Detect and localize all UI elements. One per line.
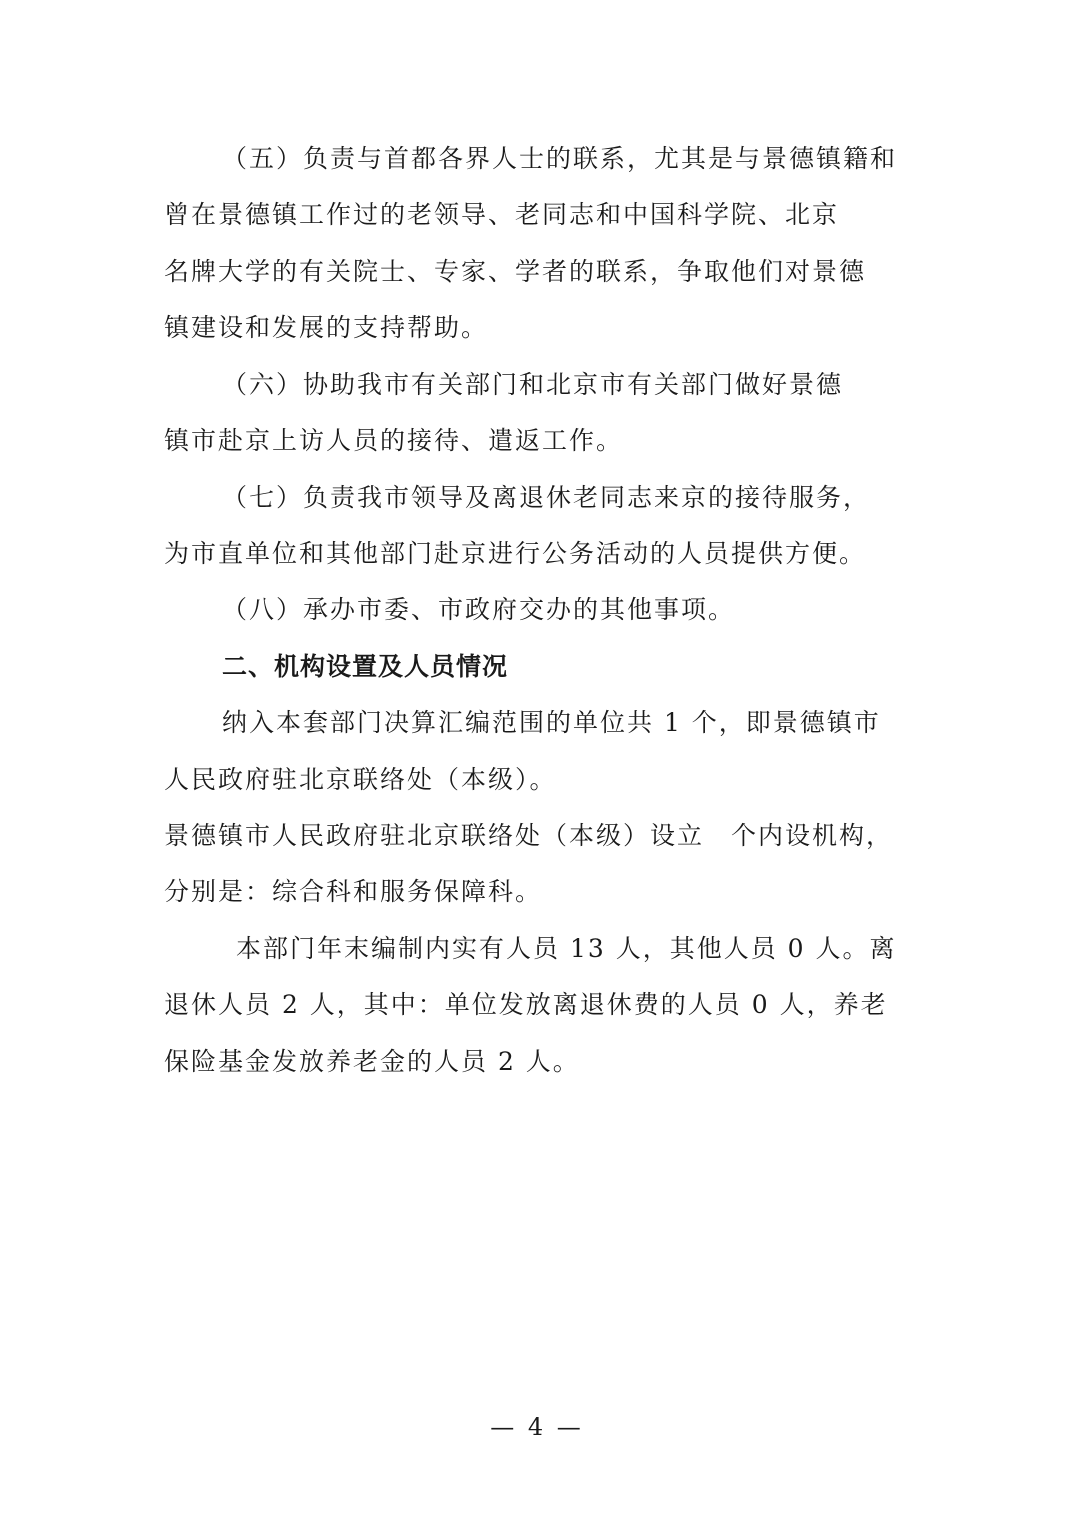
paragraph-5-line-4: 镇建设和发展的支持帮助。 xyxy=(164,313,489,342)
scope-line-2: 人民政府驻北京联络处（本级）。 xyxy=(164,765,557,794)
paragraph-7-line-1: （七）负责我市领导及离退休老同志来京的接待服务， xyxy=(222,483,871,512)
paragraph-5-line-3: 名牌大学的有关院士、专家、学者的联系，争取他们对景德 xyxy=(164,257,867,286)
staff-line-1: 本部门年末编制内实有人员 13 人，其他人员 0 人。离 xyxy=(236,934,897,963)
staff-line-2: 退休人员 2 人，其中：单位发放离退休费的人员 0 人，养老 xyxy=(164,990,888,1019)
paragraph-5-line-1: （五）负责与首都各界人士的联系，尤其是与景德镇籍和 xyxy=(222,144,898,173)
section-2-heading: 二、机构设置及人员情况 xyxy=(222,652,509,681)
departments-line-1: 景德镇市人民政府驻北京联络处（本级）设立 个内设机构， xyxy=(164,821,894,850)
departments-line-2: 分别是：综合科和服务保障科。 xyxy=(164,877,543,906)
paragraph-8-line-1: （八）承办市委、市政府交办的其他事项。 xyxy=(222,595,736,624)
paragraph-5-line-2: 曾在景德镇工作过的老领导、老同志和中国科学院、北京 xyxy=(164,200,840,229)
scope-line-1: 纳入本套部门决算汇编范围的单位共 1 个，即景德镇市 xyxy=(222,708,881,737)
staff-line-3: 保险基金发放养老金的人员 2 人。 xyxy=(164,1047,580,1076)
page-number: — 4 — xyxy=(490,1413,584,1441)
paragraph-6-line-2: 镇市赴京上访人员的接待、遣返工作。 xyxy=(164,426,624,455)
paragraph-7-line-2: 为市直单位和其他部门赴京进行公务活动的人员提供方便。 xyxy=(164,539,867,568)
paragraph-6-line-1: （六）协助我市有关部门和北京市有关部门做好景德 xyxy=(222,370,844,399)
